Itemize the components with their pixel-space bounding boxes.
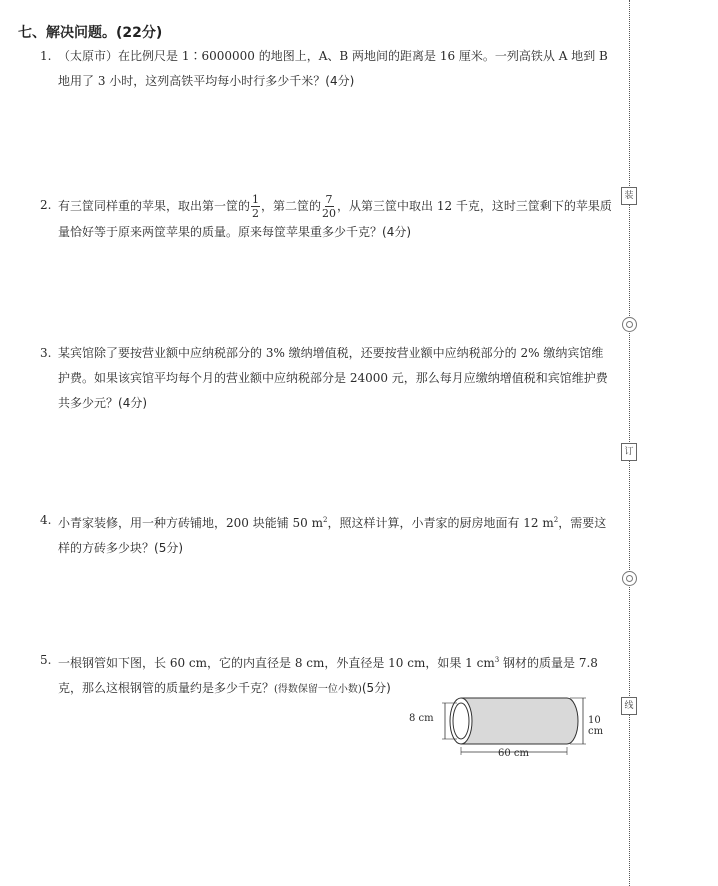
question-text: 小青家装修，用一种方砖铺地，200 块能铺 50 m xyxy=(58,516,323,530)
steel-pipe-figure xyxy=(405,692,615,764)
binding-hole-icon xyxy=(622,317,637,332)
question-4 xyxy=(40,508,612,561)
binding-label-box: 装 xyxy=(621,187,637,205)
question-text: 某宾馆除了要按营业额中应纳税部分的 3% 缴纳增值税，还要按营业额中应纳税部分的 2% 缴纳宾馆维护费。如果该宾馆平均每个月的营业额中应纳税部分是 24000 元，那么每月应缴纳增值税和宾馆维护费共多少元？ xyxy=(58,346,608,410)
rounding-note: (得数保留一位小数) xyxy=(274,684,362,695)
superscript: 3 xyxy=(494,656,500,664)
question-number: 1. xyxy=(40,49,52,63)
length-label: 60 cm xyxy=(498,748,529,759)
question-score: (4分) xyxy=(382,225,412,239)
inner-diameter-label: 8 cm xyxy=(409,713,434,724)
question-number: 5. xyxy=(40,653,52,667)
question-text: 一根钢管如下图，长 60 cm，它的内直径是 8 cm，外直径是 10 cm，如果 1 cm xyxy=(58,656,495,670)
question-score: (4分) xyxy=(118,396,148,410)
superscript: 2 xyxy=(323,516,328,524)
question-number: 4. xyxy=(40,513,52,527)
question-number: 3. xyxy=(40,346,52,360)
section-title: 七、解决问题。(22分) xyxy=(18,25,163,41)
question-text: （太原市）在比例尺是 1∶6000000 的地图上，A、B 两地间的距离是 16 厘米。一列高铁从 A 地到 B 地用了 3 小时，这列高铁平均每小时行多少千米？ xyxy=(58,49,608,88)
question-score: (4分) xyxy=(325,74,355,88)
question-text: 钢材的质量是 7.8 克，那么这根钢管的质量约是多少千克？ xyxy=(58,656,598,695)
question-1 xyxy=(40,44,612,94)
question-text: ，照这样计算，小青家的厨房地面有 12 m xyxy=(327,516,554,530)
superscript: 2 xyxy=(553,516,559,524)
question-text: ，第二筐的 xyxy=(261,199,322,213)
question-text: ，从第三筐中取出 12 千克，这时三筐剩下的苹果质量恰好等于原来两筐苹果的质量。原来每筐苹果重多少千克？ xyxy=(58,199,612,239)
question-score: (5分) xyxy=(361,681,391,695)
question-text: 有三筐同样重的苹果，取出第一筐的 xyxy=(58,199,251,213)
question-text: ，需要这样的方砖多少块？ xyxy=(58,516,607,555)
question-score: (5分) xyxy=(154,541,184,555)
question-number: 2. xyxy=(40,198,52,212)
question-2 xyxy=(40,193,612,245)
question-3 xyxy=(40,341,612,416)
outer-diameter-label: 10 cm xyxy=(588,715,604,737)
binding-label-box: 线 xyxy=(621,697,637,715)
binding-label-box: 订 xyxy=(621,443,637,461)
binding-hole-icon xyxy=(622,571,637,586)
fraction-one-half: $\frac{1}{2}$ xyxy=(252,193,260,220)
fraction-seven-twentieths: $\frac{7}{20}$ xyxy=(322,193,337,220)
